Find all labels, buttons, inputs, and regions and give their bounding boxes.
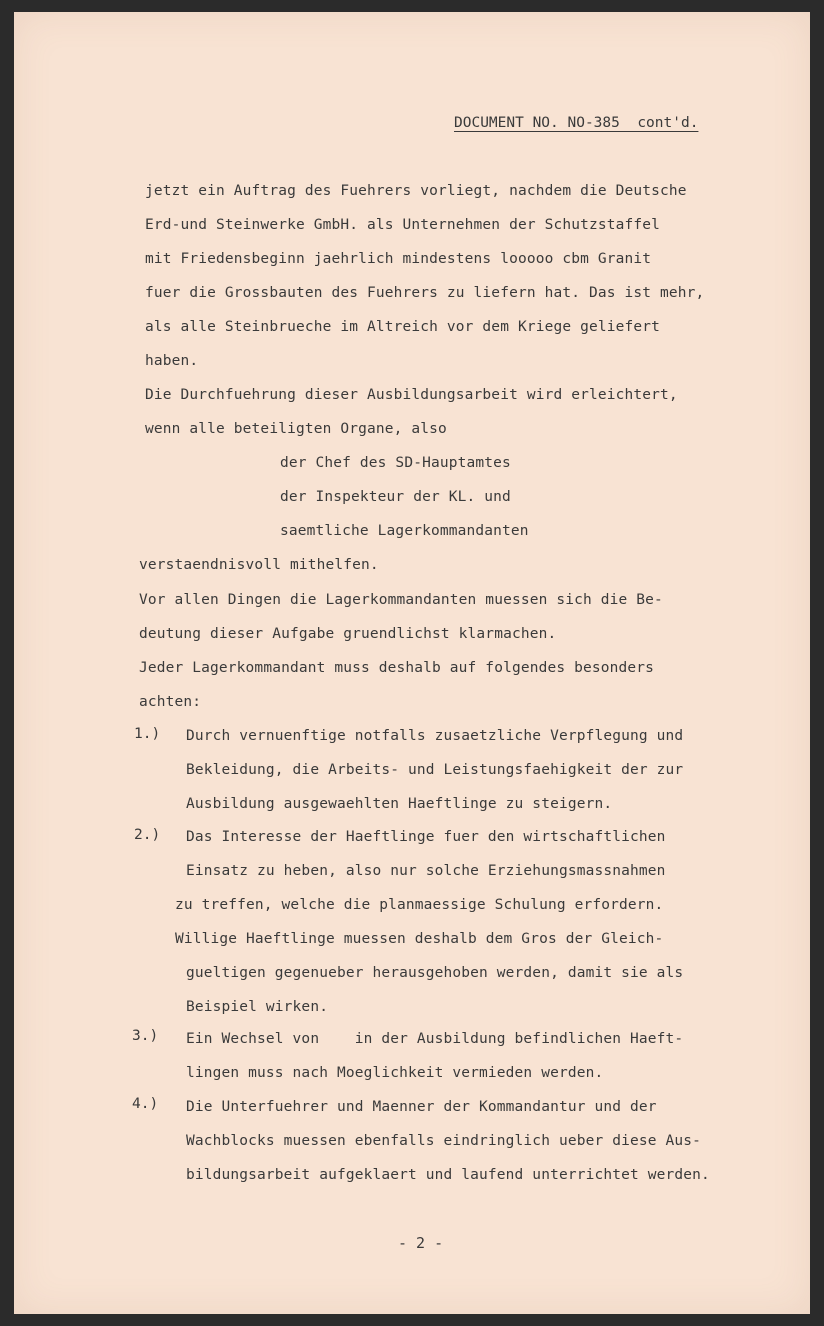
list-item-line: Ausbildung ausgewaehlten Haeftlinge zu steigern. [186,796,613,812]
list-item-line: bildungsarbeit aufgeklaert und laufend unterrichtet werden. [186,1167,710,1183]
text-line: Vor allen Dingen die Lagerkommandanten muessen sich die Be- [139,592,663,608]
text-line: Die Durchfuehrung dieser Ausbildungsarbeit wird erleichtert, [145,387,678,403]
page-number: - 2 - [398,1234,444,1252]
list-item-line: Willige Haeftlinge muessen deshalb dem Gros der Gleich- [175,931,664,947]
text-line: Jeder Lagerkommandant muss deshalb auf folgendes besonders [139,660,655,676]
list-item-line: Bekleidung, die Arbeits- und Leistungsfaehigkeit der zur [186,762,684,778]
list-item-line: Durch vernuenftige notfalls zusaetzliche Verpflegung und [186,728,684,744]
list-item-line: gueltigen gegenueber herausgehoben werden, damit sie als [186,965,684,981]
list-item-line: Die Unterfuehrer und Maenner der Kommandantur und der [186,1099,657,1115]
text-line: mit Friedensbeginn jaehrlich mindestens looooo cbm Granit [145,251,652,267]
list-item-line: Wachblocks muessen ebenfalls eindringlich ueber diese Aus- [186,1133,702,1149]
list-number: 3.) [132,1028,159,1044]
list-item-line: lingen muss nach Moeglichkeit vermieden werden. [186,1065,604,1081]
list-item-line: Ein Wechsel von in der Ausbildung befindlichen Haeft- [186,1031,684,1047]
text-line: verstaendnisvoll mithelfen. [139,557,379,573]
text-line: deutung dieser Aufgabe gruendlichst klarmachen. [139,626,557,642]
text-line: achten: [139,694,202,710]
text-line: wenn alle beteiligten Organe, also [145,421,447,437]
list-number: 2.) [134,827,161,843]
list-item-line: Beispiel wirken. [186,999,329,1015]
text-line: Erd-und Steinwerke GmbH. als Unternehmen der Schutzstaffel [145,217,661,233]
list-number: 1.) [134,726,161,742]
document-page [14,12,810,1314]
text-line: haben. [145,353,199,369]
list-item-line: zu treffen, welche die planmaessige Schulung erfordern. [175,897,664,913]
list-item-line: Einsatz zu heben, also nur solche Erziehungsmassnahmen [186,863,666,879]
text-line: als alle Steinbrueche im Altreich vor dem Kriege geliefert [145,319,661,335]
organ-item: der Chef des SD-Hauptamtes [280,455,511,471]
text-line: jetzt ein Auftrag des Fuehrers vorliegt, nachdem die Deutsche [145,183,687,199]
organ-item: saemtliche Lagerkommandanten [280,523,529,539]
document-number: DOCUMENT NO. NO-385 cont'd. [454,115,699,131]
organ-item: der Inspekteur der KL. und [280,489,511,505]
list-item-line: Das Interesse der Haeftlinge fuer den wirtschaftlichen [186,829,666,845]
list-number: 4.) [132,1096,159,1112]
text-line: fuer die Grossbauten des Fuehrers zu liefern hat. Das ist mehr, [145,285,705,301]
